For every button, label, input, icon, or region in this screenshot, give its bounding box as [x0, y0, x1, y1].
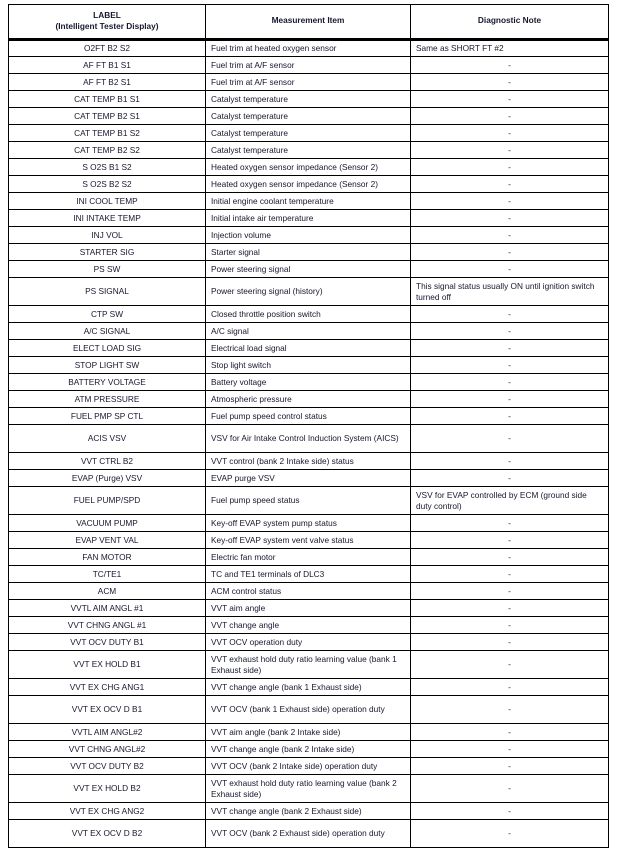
cell-measurement-item: Stop light switch [206, 357, 411, 374]
column-header-label [9, 5, 206, 39]
table-body [9, 40, 609, 848]
cell-measurement-item: EVAP purge VSV [206, 470, 411, 487]
table-row [9, 487, 609, 515]
cell-measurement-item: Initial engine coolant temperature [206, 193, 411, 210]
cell-label: BATTERY VOLTAGE [9, 374, 206, 391]
cell-diagnostic-note: - [411, 634, 609, 651]
cell-label: CAT TEMP B1 S2 [9, 125, 206, 142]
cell-measurement-item: A/C signal [206, 323, 411, 340]
cell-label: INI INTAKE TEMP [9, 210, 206, 227]
table-row [9, 176, 609, 193]
cell-diagnostic-note: - [411, 775, 609, 803]
cell-label: INJ VOL [9, 227, 206, 244]
table-row [9, 758, 609, 775]
cell-label: PS SW [9, 261, 206, 278]
cell-diagnostic-note: - [411, 357, 609, 374]
table-header [9, 5, 609, 40]
cell-diagnostic-note: - [411, 227, 609, 244]
cell-diagnostic-note: - [411, 758, 609, 775]
cell-measurement-item: Heated oxygen sensor impedance (Sensor 2) [206, 176, 411, 193]
table-row [9, 306, 609, 323]
table-row [9, 323, 609, 340]
cell-diagnostic-note: - [411, 453, 609, 470]
cell-diagnostic-note: - [411, 470, 609, 487]
cell-measurement-item: Catalyst temperature [206, 142, 411, 159]
table-row [9, 227, 609, 244]
cell-measurement-item: Power steering signal (history) [206, 278, 411, 306]
table-row [9, 278, 609, 306]
cell-measurement-item: Power steering signal [206, 261, 411, 278]
cell-diagnostic-note: - [411, 583, 609, 600]
cell-label: ACM [9, 583, 206, 600]
cell-measurement-item: Electrical load signal [206, 340, 411, 357]
cell-label: VVT EX HOLD B1 [9, 651, 206, 679]
cell-measurement-item: VVT change angle (bank 2 Exhaust side) [206, 803, 411, 820]
cell-label: VVT CHNG ANGL#2 [9, 741, 206, 758]
cell-measurement-item: ACM control status [206, 583, 411, 600]
cell-diagnostic-note: - [411, 74, 609, 91]
cell-label: ATM PRESSURE [9, 391, 206, 408]
cell-measurement-item: VVT OCV (bank 1 Exhaust side) operation duty [206, 696, 411, 724]
cell-measurement-item: Fuel trim at A/F sensor [206, 57, 411, 74]
cell-measurement-item: VVT change angle (bank 2 Intake side) [206, 741, 411, 758]
table-header-row [9, 5, 609, 39]
cell-diagnostic-note: - [411, 244, 609, 261]
cell-measurement-item: Fuel trim at A/F sensor [206, 74, 411, 91]
cell-label: VVT OCV DUTY B2 [9, 758, 206, 775]
cell-measurement-item: VSV for Air Intake Control Induction System (AICS) [206, 425, 411, 453]
cell-label: O2FT B2 S2 [9, 40, 206, 57]
cell-measurement-item: VVT control (bank 2 Intake side) status [206, 453, 411, 470]
cell-measurement-item: VVT aim angle [206, 600, 411, 617]
cell-label: EVAP (Purge) VSV [9, 470, 206, 487]
data-list-table [8, 4, 609, 848]
cell-measurement-item: Atmospheric pressure [206, 391, 411, 408]
cell-measurement-item: Battery voltage [206, 374, 411, 391]
cell-label: CTP SW [9, 306, 206, 323]
cell-measurement-item: Catalyst temperature [206, 108, 411, 125]
table-row [9, 425, 609, 453]
table-row [9, 210, 609, 227]
cell-diagnostic-note: - [411, 617, 609, 634]
cell-label: VVT EX HOLD B2 [9, 775, 206, 803]
cell-diagnostic-note: - [411, 820, 609, 848]
cell-diagnostic-note: - [411, 125, 609, 142]
cell-label: VVT OCV DUTY B1 [9, 634, 206, 651]
cell-label: ELECT LOAD SIG [9, 340, 206, 357]
column-header-label-line1: LABEL [93, 10, 121, 20]
table-row [9, 651, 609, 679]
cell-measurement-item: Closed throttle position switch [206, 306, 411, 323]
cell-measurement-item: Injection volume [206, 227, 411, 244]
cell-label: EVAP VENT VAL [9, 532, 206, 549]
cell-diagnostic-note: VSV for EVAP controlled by ECM (ground side duty control) [411, 487, 609, 515]
cell-label: S O2S B1 S2 [9, 159, 206, 176]
cell-measurement-item: VVT OCV (bank 2 Intake side) operation duty [206, 758, 411, 775]
table-row [9, 142, 609, 159]
cell-label: AF FT B2 S1 [9, 74, 206, 91]
table-row [9, 583, 609, 600]
cell-measurement-item: VVT exhaust hold duty ratio learning value (bank 1 Exhaust side) [206, 651, 411, 679]
table-row [9, 391, 609, 408]
table-row [9, 696, 609, 724]
cell-label: VVTL AIM ANGL#2 [9, 724, 206, 741]
table-row [9, 803, 609, 820]
cell-measurement-item: Fuel pump speed status [206, 487, 411, 515]
cell-measurement-item: Catalyst temperature [206, 125, 411, 142]
cell-measurement-item: VVT aim angle (bank 2 Intake side) [206, 724, 411, 741]
cell-diagnostic-note: - [411, 741, 609, 758]
table-row [9, 600, 609, 617]
table-row [9, 91, 609, 108]
cell-label: VVT CHNG ANGL #1 [9, 617, 206, 634]
cell-label: CAT TEMP B2 S1 [9, 108, 206, 125]
table-row [9, 340, 609, 357]
cell-measurement-item: Fuel trim at heated oxygen sensor [206, 40, 411, 57]
column-header-diagnostic-note: Diagnostic Note [411, 5, 609, 39]
column-header-measurement-item: Measurement Item [206, 5, 411, 39]
cell-label: TC/TE1 [9, 566, 206, 583]
table-row [9, 193, 609, 210]
cell-diagnostic-note: - [411, 108, 609, 125]
cell-label: STARTER SIG [9, 244, 206, 261]
cell-diagnostic-note: - [411, 91, 609, 108]
cell-measurement-item: VVT change angle (bank 1 Exhaust side) [206, 679, 411, 696]
cell-label: STOP LIGHT SW [9, 357, 206, 374]
cell-label: VVTL AIM ANGL #1 [9, 600, 206, 617]
cell-diagnostic-note: - [411, 57, 609, 74]
table-row [9, 357, 609, 374]
cell-diagnostic-note: - [411, 374, 609, 391]
cell-measurement-item: Electric fan motor [206, 549, 411, 566]
cell-measurement-item: Heated oxygen sensor impedance (Sensor 2) [206, 159, 411, 176]
cell-diagnostic-note: - [411, 210, 609, 227]
cell-diagnostic-note: - [411, 803, 609, 820]
table-row [9, 74, 609, 91]
table-row [9, 470, 609, 487]
table-row [9, 57, 609, 74]
cell-diagnostic-note: - [411, 159, 609, 176]
cell-label: INI COOL TEMP [9, 193, 206, 210]
table-row [9, 261, 609, 278]
cell-label: VVT EX CHG ANG2 [9, 803, 206, 820]
table-row [9, 775, 609, 803]
cell-label: CAT TEMP B1 S1 [9, 91, 206, 108]
cell-measurement-item: VVT OCV (bank 2 Exhaust side) operation duty [206, 820, 411, 848]
table-row [9, 515, 609, 532]
table-row [9, 374, 609, 391]
table-row [9, 724, 609, 741]
cell-diagnostic-note: - [411, 566, 609, 583]
cell-diagnostic-note: - [411, 532, 609, 549]
cell-label: FUEL PMP SP CTL [9, 408, 206, 425]
cell-label: FUEL PUMP/SPD [9, 487, 206, 515]
table-row [9, 40, 609, 57]
table-row [9, 566, 609, 583]
table-row [9, 244, 609, 261]
cell-measurement-item: Starter signal [206, 244, 411, 261]
cell-measurement-item: VVT OCV operation duty [206, 634, 411, 651]
cell-label: VVT CTRL B2 [9, 453, 206, 470]
cell-diagnostic-note: - [411, 549, 609, 566]
cell-measurement-item: Key-off EVAP system vent valve status [206, 532, 411, 549]
cell-diagnostic-note: - [411, 515, 609, 532]
cell-label: ACIS VSV [9, 425, 206, 453]
cell-label: S O2S B2 S2 [9, 176, 206, 193]
cell-measurement-item: VVT change angle [206, 617, 411, 634]
cell-measurement-item: Catalyst temperature [206, 91, 411, 108]
table-row [9, 453, 609, 470]
cell-label: CAT TEMP B2 S2 [9, 142, 206, 159]
cell-diagnostic-note: - [411, 323, 609, 340]
cell-diagnostic-note: - [411, 306, 609, 323]
cell-diagnostic-note: - [411, 176, 609, 193]
cell-diagnostic-note: - [411, 651, 609, 679]
cell-diagnostic-note: - [411, 340, 609, 357]
cell-label: FAN MOTOR [9, 549, 206, 566]
cell-diagnostic-note: This signal status usually ON until ignition switch turned off [411, 278, 609, 306]
cell-label: VVT EX OCV D B2 [9, 820, 206, 848]
column-header-label-line2: (Intelligent Tester Display) [55, 20, 159, 31]
cell-diagnostic-note: - [411, 724, 609, 741]
cell-label: PS SIGNAL [9, 278, 206, 306]
table-row [9, 679, 609, 696]
cell-label: VVT EX CHG ANG1 [9, 679, 206, 696]
table-row [9, 820, 609, 848]
cell-diagnostic-note: - [411, 600, 609, 617]
cell-label: VACUUM PUMP [9, 515, 206, 532]
table-row [9, 159, 609, 176]
cell-label: A/C SIGNAL [9, 323, 206, 340]
cell-diagnostic-note: - [411, 193, 609, 210]
cell-measurement-item: VVT exhaust hold duty ratio learning value (bank 2 Exhaust side) [206, 775, 411, 803]
cell-diagnostic-note: - [411, 142, 609, 159]
table-row [9, 125, 609, 142]
cell-measurement-item: TC and TE1 terminals of DLC3 [206, 566, 411, 583]
cell-diagnostic-note: Same as SHORT FT #2 [411, 40, 609, 57]
table-row [9, 408, 609, 425]
cell-diagnostic-note: - [411, 696, 609, 724]
table-row [9, 634, 609, 651]
cell-measurement-item: Fuel pump speed control status [206, 408, 411, 425]
table-row [9, 108, 609, 125]
cell-diagnostic-note: - [411, 261, 609, 278]
table-row [9, 549, 609, 566]
table-row [9, 741, 609, 758]
cell-measurement-item: Initial intake air temperature [206, 210, 411, 227]
table-row [9, 617, 609, 634]
table-row [9, 532, 609, 549]
cell-label: AF FT B1 S1 [9, 57, 206, 74]
cell-measurement-item: Key-off EVAP system pump status [206, 515, 411, 532]
cell-label: VVT EX OCV D B1 [9, 696, 206, 724]
cell-diagnostic-note: - [411, 679, 609, 696]
cell-diagnostic-note: - [411, 408, 609, 425]
cell-diagnostic-note: - [411, 391, 609, 408]
cell-diagnostic-note: - [411, 425, 609, 453]
